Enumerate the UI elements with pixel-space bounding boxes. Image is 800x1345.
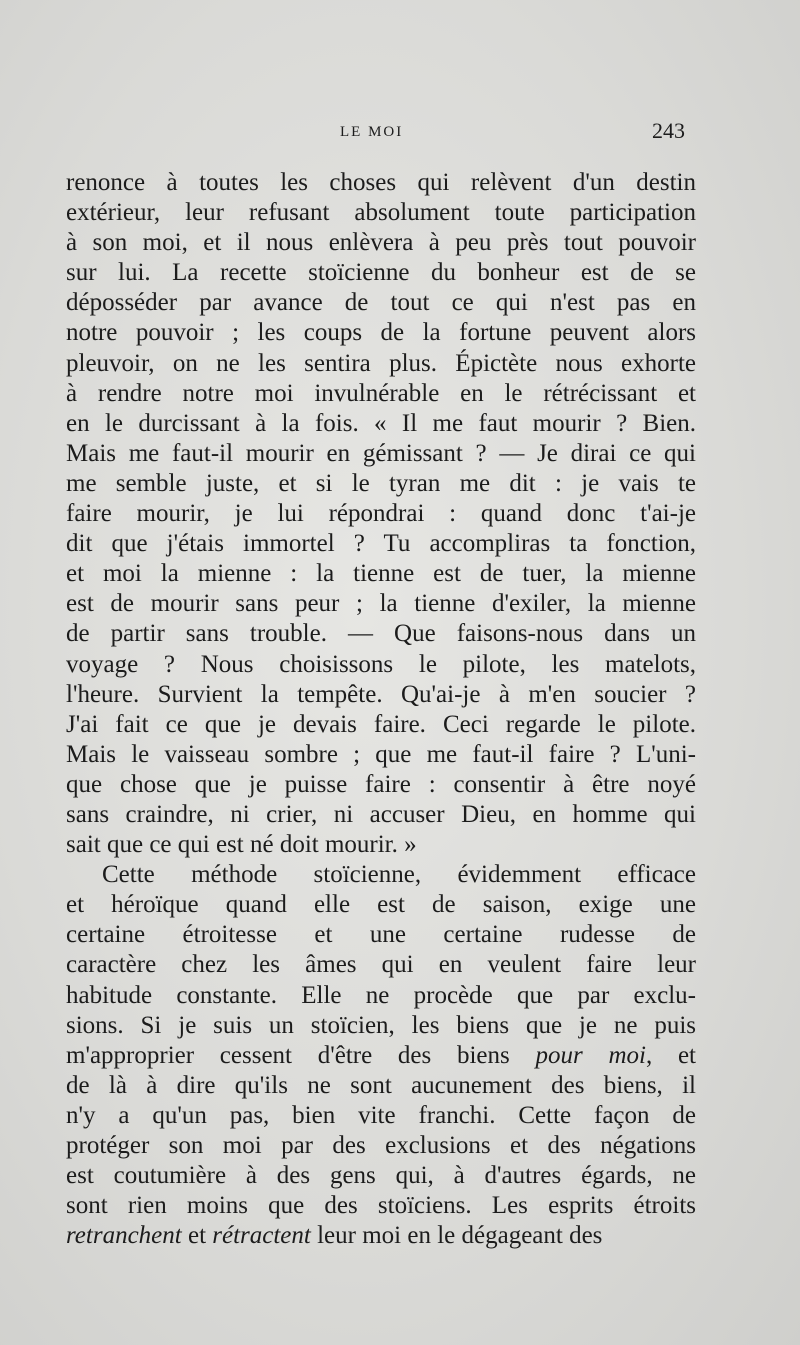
text-line [66,860,696,890]
text-segment: protéger son moi par des exclusions et des négations [66,1132,696,1159]
body-text [66,168,696,1251]
italic-text: rétractent [212,1222,311,1250]
text-line [66,830,696,860]
text-line [66,1071,696,1101]
text-line [66,288,696,318]
text-segment: et moi la mienne : la tienne est de tuer, la mienne [66,560,696,588]
text-segment: déposséder par avance de tout ce qui n'est pas en [66,289,696,317]
text-segment: J'ai fait ce que je devais faire. Ceci regarde le pilote. [66,710,696,738]
text-segment: dit que j'étais immortel ? Tu accompliras ta fonction, [66,530,696,558]
text-segment: Mais me faut-il mourir en gémissant ? — Je dirai ce qui [66,439,696,467]
text-segment: m'approprier cessent d'être des biens [66,1041,536,1069]
text-line [66,950,696,980]
text-line [66,1011,696,1041]
text-line [66,680,696,710]
text-segment: extérieur, leur refusant absolument toute participation [66,199,696,227]
running-head [70,118,690,148]
text-segment: à rendre notre moi invulnérable en le rétrécissant et [66,379,696,407]
text-segment: est de mourir sans peur ; la tienne d'exiler, la mienne [66,590,696,618]
text-segment: voyage ? Nous choisissons le pilote, les matelots, [66,650,696,678]
text-line [66,1131,696,1161]
text-segment: pleuvoir, on ne les sentira plus. Épictète nous exhorte [66,349,696,377]
page-number: 243 [652,118,685,143]
text-segment: à son moi, et il nous enlèvera à peu près tout pouvoir [66,229,696,257]
text-line [66,439,696,469]
text-line [66,619,696,649]
text-segment: Cette méthode stoïcienne, évidemment efficace [102,861,696,889]
text-line [66,981,696,1011]
text-segment: habitude constante. Elle ne procède que par exclu- [66,981,696,1009]
text-segment: et [181,1222,213,1250]
text-line [66,529,696,559]
text-line [66,1191,696,1221]
text-segment: est coutumière à des gens qui, à d'autres égards, ne [66,1162,696,1190]
text-segment: sur lui. La recette stoïcienne du bonheur est de se [66,259,696,287]
text-segment: caractère chez les âmes qui en veulent faire leur [66,951,696,979]
text-line [66,499,696,529]
text-line [66,1161,696,1191]
text-line [66,349,696,379]
text-segment: Mais le vaisseau sombre ; que me faut-il faire ? L'uni- [66,740,696,768]
text-segment: que chose que je puisse faire : consentir à être noyé [66,770,696,798]
text-line [66,379,696,409]
text-line [66,228,696,258]
text-segment: notre pouvoir ; les coups de la fortune peuvent alors [66,319,696,347]
text-segment: me semble juste, et si le tyran me dit : je vais te [66,469,696,497]
text-line [66,770,696,800]
text-line [66,1101,696,1131]
text-line [66,800,696,830]
italic-text: pour moi [535,1041,646,1069]
text-segment: sait que ce qui est né doit mourir. » [66,831,417,859]
text-line [66,710,696,740]
text-segment: et héroïque quand elle est de saison, exige une [66,891,696,919]
text-line [66,1221,696,1251]
text-line [66,258,696,288]
text-segment: l'heure. Survient la tempête. Qu'ai-je à m'en soucier ? [66,680,696,708]
text-line [66,318,696,348]
text-line [66,920,696,950]
text-segment: sans craindre, ni crier, ni accuser Dieu, en homme qui [66,800,696,828]
text-segment: de là à dire qu'ils ne sont aucunement des biens, il [66,1071,696,1099]
text-segment: sions. Si je suis un stoïcien, les biens que je ne puis [66,1011,696,1039]
text-line [66,589,696,619]
text-line [66,890,696,920]
text-segment: leur moi en le dégageant des [310,1222,603,1250]
text-line [66,650,696,680]
text-line [66,469,696,499]
running-title: LE MOI [340,124,404,140]
text-segment: faire mourir, je lui répondrai : quand donc t'ai-je [66,500,696,528]
text-line [66,740,696,770]
text-line [66,168,696,198]
text-segment: de partir sans trouble. — Que faisons-nous dans un [66,620,696,648]
text-line [66,559,696,589]
italic-text: retranchent [66,1222,182,1250]
text-line [66,1041,696,1071]
text-segment: renonce à toutes les choses qui relèvent d'un destin [66,169,696,196]
text-segment: , et [645,1041,696,1069]
text-segment: sont rien moins que des stoïciens. Les esprits étroits [66,1192,696,1220]
text-segment: en le durcissant à la fois. « Il me faut mourir ? Bien. [66,409,696,437]
text-line [66,409,696,439]
text-segment: n'y a qu'un pas, bien vite franchi. Cette façon de [66,1101,696,1129]
text-segment: certaine étroitesse et une certaine rudesse de [66,921,696,949]
text-line [66,198,696,228]
